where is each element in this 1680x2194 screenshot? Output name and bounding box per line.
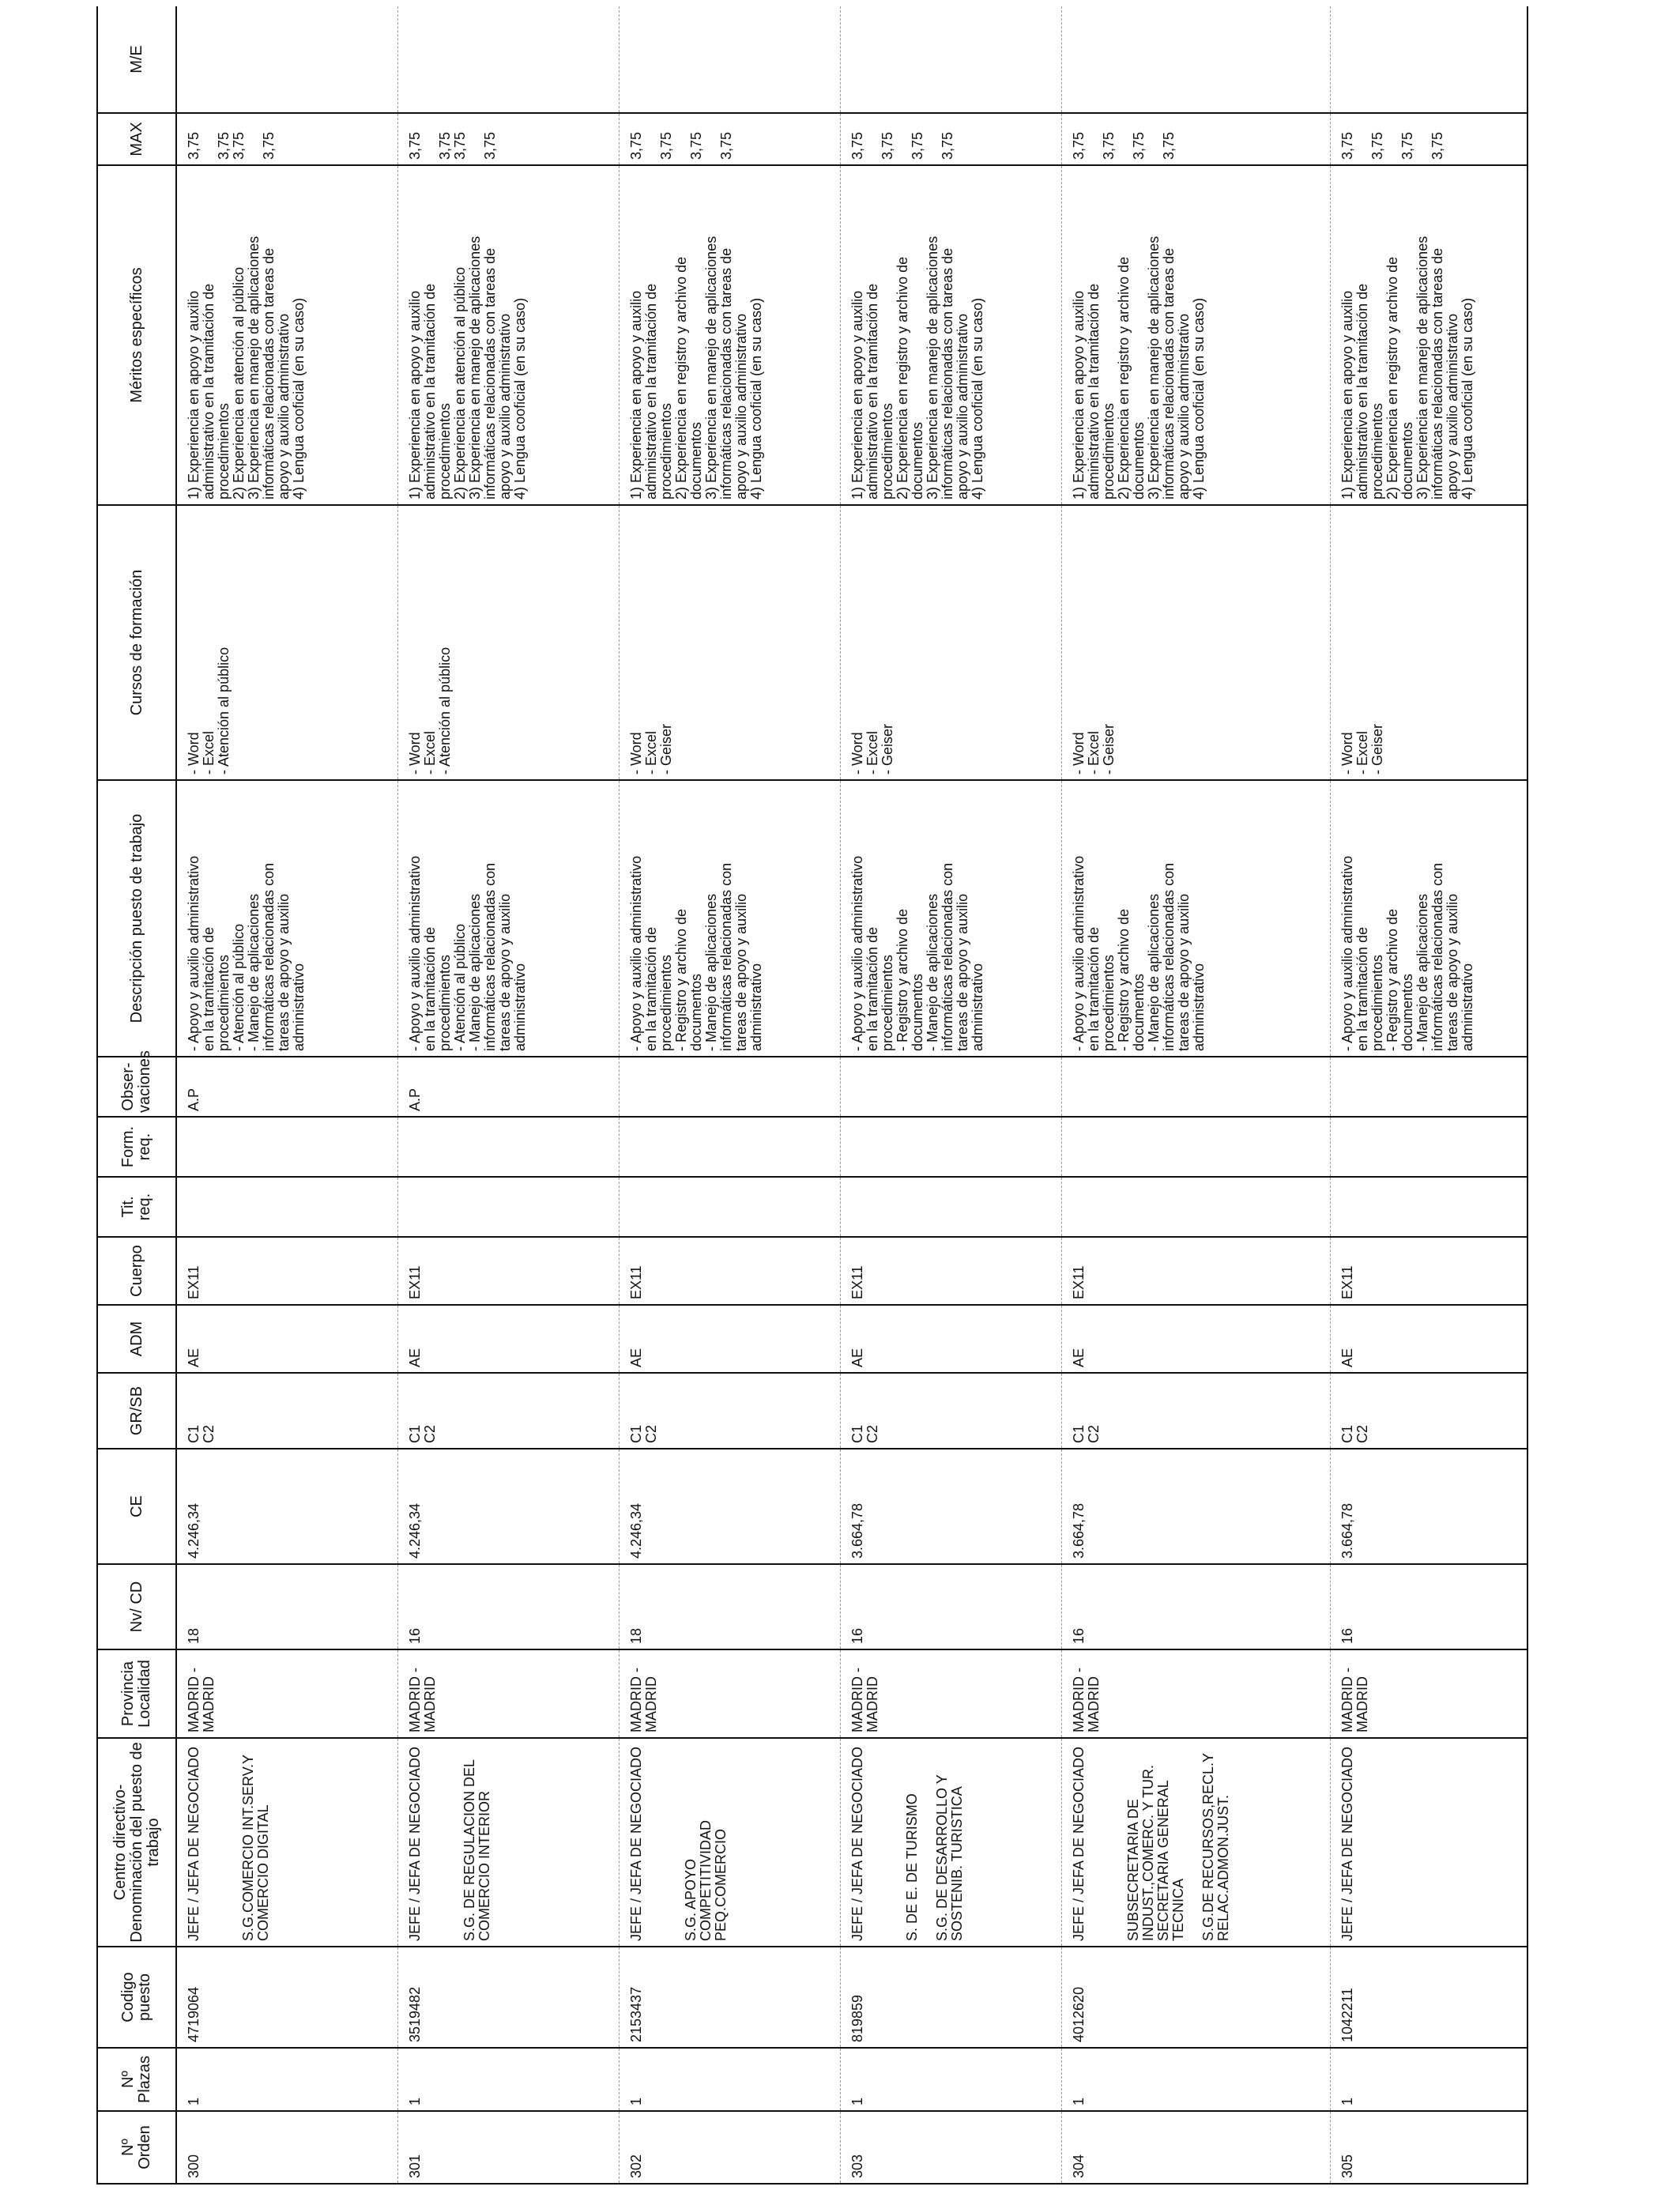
cell-orden: 305 [1330, 2111, 1527, 2184]
cell-grsb: C1 C2 [1330, 1373, 1527, 1449]
cell-nivel: 16 [397, 1564, 619, 1649]
col-header-meritos: Méritos específicos [97, 165, 176, 505]
col-header-form: Form. req. [97, 1117, 176, 1177]
col-header-provincia: Provincia Localidad [97, 1649, 176, 1738]
cell-plazas: 1 [840, 2048, 1061, 2111]
cell-codigo: 1042211 [1330, 1947, 1527, 2048]
cell-adm: AE [619, 1305, 840, 1373]
cell-form [176, 1117, 397, 1177]
cell-cuerpo: EX11 [619, 1237, 840, 1305]
cell-ce: 4.246,34 [397, 1449, 619, 1564]
next-org-text: S.G. DE REGULACION DEL COMERCIO INTERIOR [461, 1759, 492, 1941]
cell-max: 3,75 3,75 3,75 3,75 [840, 113, 1061, 165]
cell-meritos: 1) Experiencia en apoyo y auxilio administrativo en la tramitación de procedimientos 2) Experiencia en atención al público 3) Experiencia en manejo de aplicaciones informáticas relacionadas con tareas de apoyo y auxilio administrativo 4) Lengua cooficial (en su caso) [397, 165, 619, 505]
cell-descripcion: - Apoyo y auxilio administrativo en la tramitación de procedimientos - Registro y archivo de documentos - Manejo de aplicaciones informáticas relacionadas con tareas de apoyo y auxilio administrativo [619, 780, 840, 1057]
cell-grsb: C1 C2 [397, 1373, 619, 1449]
cell-centro [397, 1738, 619, 1947]
cell-provincia: MADRID - MADRID [1330, 1649, 1527, 1738]
cell-codigo: 3519482 [397, 1947, 619, 2048]
cell-orden: 300 [176, 2111, 397, 2184]
centro-text: JEFE / JEFA DE NEGOCIADO [849, 1746, 865, 1941]
cell-descripcion: - Apoyo y auxilio administrativo en la tramitación de procedimientos - Registro y archivo de documentos - Manejo de aplicaciones informáticas relacionadas con tareas de apoyo y auxilio administrativo [840, 780, 1061, 1057]
cell-cuerpo: EX11 [1061, 1237, 1330, 1305]
cell-cuerpo: EX11 [1330, 1237, 1527, 1305]
table-row [397, 6, 619, 2184]
cell-me [397, 6, 619, 113]
cell-provincia: MADRID - MADRID [619, 1649, 840, 1738]
col-header-orden: Nº Orden [97, 2111, 176, 2184]
cell-grsb: C1 C2 [1061, 1373, 1330, 1449]
cell-me [176, 6, 397, 113]
cell-ce: 3.664,78 [840, 1449, 1061, 1564]
cell-plazas: 1 [176, 2048, 397, 2111]
cell-cursos: - Word - Excel - Geiser [840, 505, 1061, 780]
cell-codigo: 819859 [840, 1947, 1061, 2048]
col-header-ce: CE [97, 1449, 176, 1564]
cell-form [840, 1117, 1061, 1177]
cell-cursos: - Word - Excel - Geiser [1061, 505, 1330, 780]
col-header-max: MAX [97, 113, 176, 165]
cell-descripcion: - Apoyo y auxilio administrativo en la tramitación de procedimientos - Registro y archivo de documentos - Manejo de aplicaciones informáticas relacionadas con tareas de apoyo y auxilio administrativo [1061, 780, 1330, 1057]
col-header-me: M/E [97, 6, 176, 113]
cell-cursos: - Word - Excel - Atención al público [397, 505, 619, 780]
cell-centro [1061, 1738, 1330, 1947]
cell-nivel: 18 [619, 1564, 840, 1649]
cell-meritos: 1) Experiencia en apoyo y auxilio administrativo en la tramitación de procedimientos 2) Experiencia en registro y archivo de documentos 3) Experiencia en manejo de aplicaciones informáticas relacionadas con tareas de apoyo y auxilio administrativo 4) Lengua cooficial (en su caso) [619, 165, 840, 505]
cell-tit [840, 1177, 1061, 1237]
table-row [840, 6, 1061, 2184]
cell-centro [1330, 1738, 1527, 1947]
table-row [1061, 6, 1330, 2184]
table-row [1330, 6, 1527, 2184]
cell-provincia: MADRID - MADRID [840, 1649, 1061, 1738]
centro-text: JEFE / JEFA DE NEGOCIADO [627, 1746, 644, 1941]
cell-adm: AE [1061, 1305, 1330, 1373]
cell-grsb: C1 C2 [176, 1373, 397, 1449]
cell-nivel: 16 [1330, 1564, 1527, 1649]
cell-form [619, 1117, 840, 1177]
cell-max: 3,75 3,75 3,75 3,75 [397, 113, 619, 165]
cell-max: 3,75 3,75 3,75 3,75 [1330, 113, 1527, 165]
cell-me [1061, 6, 1330, 113]
table-row [176, 6, 397, 2184]
cell-obs [840, 1057, 1061, 1117]
cell-max: 3,75 3,75 3,75 3,75 [176, 113, 397, 165]
cell-centro [840, 1738, 1061, 1947]
col-header-centro: Centro directivo- Denominación del puesto de trabajo [97, 1738, 176, 1947]
cell-obs [1061, 1057, 1330, 1117]
cell-tit [397, 1177, 619, 1237]
cell-me [1330, 6, 1527, 113]
col-header-cursos: Cursos de formación [97, 505, 176, 780]
cell-ce: 3.664,78 [1330, 1449, 1527, 1564]
cell-provincia: MADRID - MADRID [176, 1649, 397, 1738]
col-header-tit: Tit. req. [97, 1177, 176, 1237]
cell-ce: 4.246,34 [176, 1449, 397, 1564]
cell-centro [619, 1738, 840, 1947]
cell-orden: 302 [619, 2111, 840, 2184]
col-header-descripcion: Descripción puesto de trabajo [97, 780, 176, 1057]
cell-me [619, 6, 840, 113]
cell-adm: AE [176, 1305, 397, 1373]
cell-obs: A.P [397, 1057, 619, 1117]
cell-orden: 303 [840, 2111, 1061, 2184]
cell-cuerpo: EX11 [176, 1237, 397, 1305]
col-header-obs: Obser- vaciones [97, 1057, 176, 1117]
cell-grsb: C1 C2 [840, 1373, 1061, 1449]
cell-max: 3,75 3,75 3,75 3,75 [619, 113, 840, 165]
cell-cursos: - Word - Excel - Atención al público [176, 505, 397, 780]
cell-form [397, 1117, 619, 1177]
next-org-text: SUBSECRETARIA DE INDUST.,COMERC. Y TUR. SECRETARIA GENERAL TECNICA S.G.DE RECURSOS,RECL.Y RELAC.ADMON.JUST. [1124, 1752, 1231, 1941]
cell-ce: 4.246,34 [619, 1449, 840, 1564]
cell-orden: 301 [397, 2111, 619, 2184]
cell-descripcion: - Apoyo y auxilio administrativo en la tramitación de procedimientos - Atención al público - Manejo de aplicaciones informáticas relacionadas con tareas de apoyo y auxilio administrativo [176, 780, 397, 1057]
cell-max: 3,75 3,75 3,75 3,75 [1061, 113, 1330, 165]
centro-text: JEFE / JEFA DE NEGOCIADO [1339, 1746, 1355, 1941]
cell-form [1330, 1117, 1527, 1177]
cell-provincia: MADRID - MADRID [1061, 1649, 1330, 1738]
cell-meritos: 1) Experiencia en apoyo y auxilio administrativo en la tramitación de procedimientos 2) Experiencia en registro y archivo de documentos 3) Experiencia en manejo de aplicaciones informáticas relacionadas con tareas de apoyo y auxilio administrativo 4) Lengua cooficial (en su caso) [1061, 165, 1330, 505]
cell-orden: 304 [1061, 2111, 1330, 2184]
cell-obs [619, 1057, 840, 1117]
cell-cursos: - Word - Excel - Geiser [1330, 505, 1527, 780]
cell-nivel: 16 [840, 1564, 1061, 1649]
centro-text: JEFE / JEFA DE NEGOCIADO [1070, 1746, 1087, 1941]
cell-provincia: MADRID - MADRID [397, 1649, 619, 1738]
col-header-cuerpo: Cuerpo [97, 1237, 176, 1305]
next-org-text: S.G.COMERCIO INT.SERV.Y COMERCIO DIGITAL [240, 1754, 271, 1941]
cell-tit [619, 1177, 840, 1237]
rotated-table-page [96, 6, 1585, 2185]
col-header-grsb: GR/SB [97, 1373, 176, 1449]
col-header-plazas: Nº Plazas [97, 2048, 176, 2111]
cell-cuerpo: EX11 [397, 1237, 619, 1305]
cell-obs [1330, 1057, 1527, 1117]
header-row [97, 6, 176, 2184]
cell-codigo: 4719064 [176, 1947, 397, 2048]
cell-me [840, 6, 1061, 113]
cell-plazas: 1 [1061, 2048, 1330, 2111]
cell-codigo: 2153437 [619, 1947, 840, 2048]
cell-plazas: 1 [619, 2048, 840, 2111]
col-header-adm: ADM [97, 1305, 176, 1373]
cell-meritos: 1) Experiencia en apoyo y auxilio administrativo en la tramitación de procedimientos 2) Experiencia en atención al público 3) Experiencia en manejo de aplicaciones informáticas relacionadas con tareas de apoyo y auxilio administrativo 4) Lengua cooficial (en su caso) [176, 165, 397, 505]
col-header-codigo: Codigo puesto [97, 1947, 176, 2048]
col-header-nivel: Nv/ CD [97, 1564, 176, 1649]
centro-text: JEFE / JEFA DE NEGOCIADO [406, 1746, 423, 1941]
cell-meritos: 1) Experiencia en apoyo y auxilio administrativo en la tramitación de procedimientos 2) Experiencia en registro y archivo de documentos 3) Experiencia en manejo de aplicaciones informáticas relacionadas con tareas de apoyo y auxilio administrativo 4) Lengua cooficial (en su caso) [1330, 165, 1527, 505]
document-page [96, 6, 1585, 2185]
cell-grsb: C1 C2 [619, 1373, 840, 1449]
cell-cursos: - Word - Excel - Geiser [619, 505, 840, 780]
next-org-text: S.G. APOYO COMPETITIVIDAD PEQ.COMERCIO [682, 1819, 729, 1941]
cell-codigo: 4012620 [1061, 1947, 1330, 2048]
cell-descripcion: - Apoyo y auxilio administrativo en la tramitación de procedimientos - Registro y archivo de documentos - Manejo de aplicaciones informáticas relacionadas con tareas de apoyo y auxilio administrativo [1330, 780, 1527, 1057]
cell-adm: AE [840, 1305, 1061, 1373]
cell-obs: A.P [176, 1057, 397, 1117]
cell-plazas: 1 [1330, 2048, 1527, 2111]
next-org-text: S. DE E. DE TURISMO S.G. DE DESARROLLO Y SOSTENIB. TURISTICA [903, 1774, 965, 1941]
cell-descripcion: - Apoyo y auxilio administrativo en la tramitación de procedimientos - Atención al público - Manejo de aplicaciones informáticas relacionadas con tareas de apoyo y auxilio administrativo [397, 780, 619, 1057]
cell-cuerpo: EX11 [840, 1237, 1061, 1305]
cell-tit [176, 1177, 397, 1237]
cell-ce: 3.664,78 [1061, 1449, 1330, 1564]
centro-text: JEFE / JEFA DE NEGOCIADO [186, 1746, 202, 1941]
cell-form [1061, 1117, 1330, 1177]
positions-table [96, 6, 1528, 2185]
cell-adm: AE [397, 1305, 619, 1373]
cell-tit [1061, 1177, 1330, 1237]
cell-tit [1330, 1177, 1527, 1237]
cell-meritos: 1) Experiencia en apoyo y auxilio administrativo en la tramitación de procedimientos 2) Experiencia en registro y archivo de documentos 3) Experiencia en manejo de aplicaciones informáticas relacionadas con tareas de apoyo y auxilio administrativo 4) Lengua cooficial (en su caso) [840, 165, 1061, 505]
cell-nivel: 16 [1061, 1564, 1330, 1649]
cell-plazas: 1 [397, 2048, 619, 2111]
table-row [619, 6, 840, 2184]
cell-centro [176, 1738, 397, 1947]
cell-nivel: 18 [176, 1564, 397, 1649]
cell-adm: AE [1330, 1305, 1527, 1373]
